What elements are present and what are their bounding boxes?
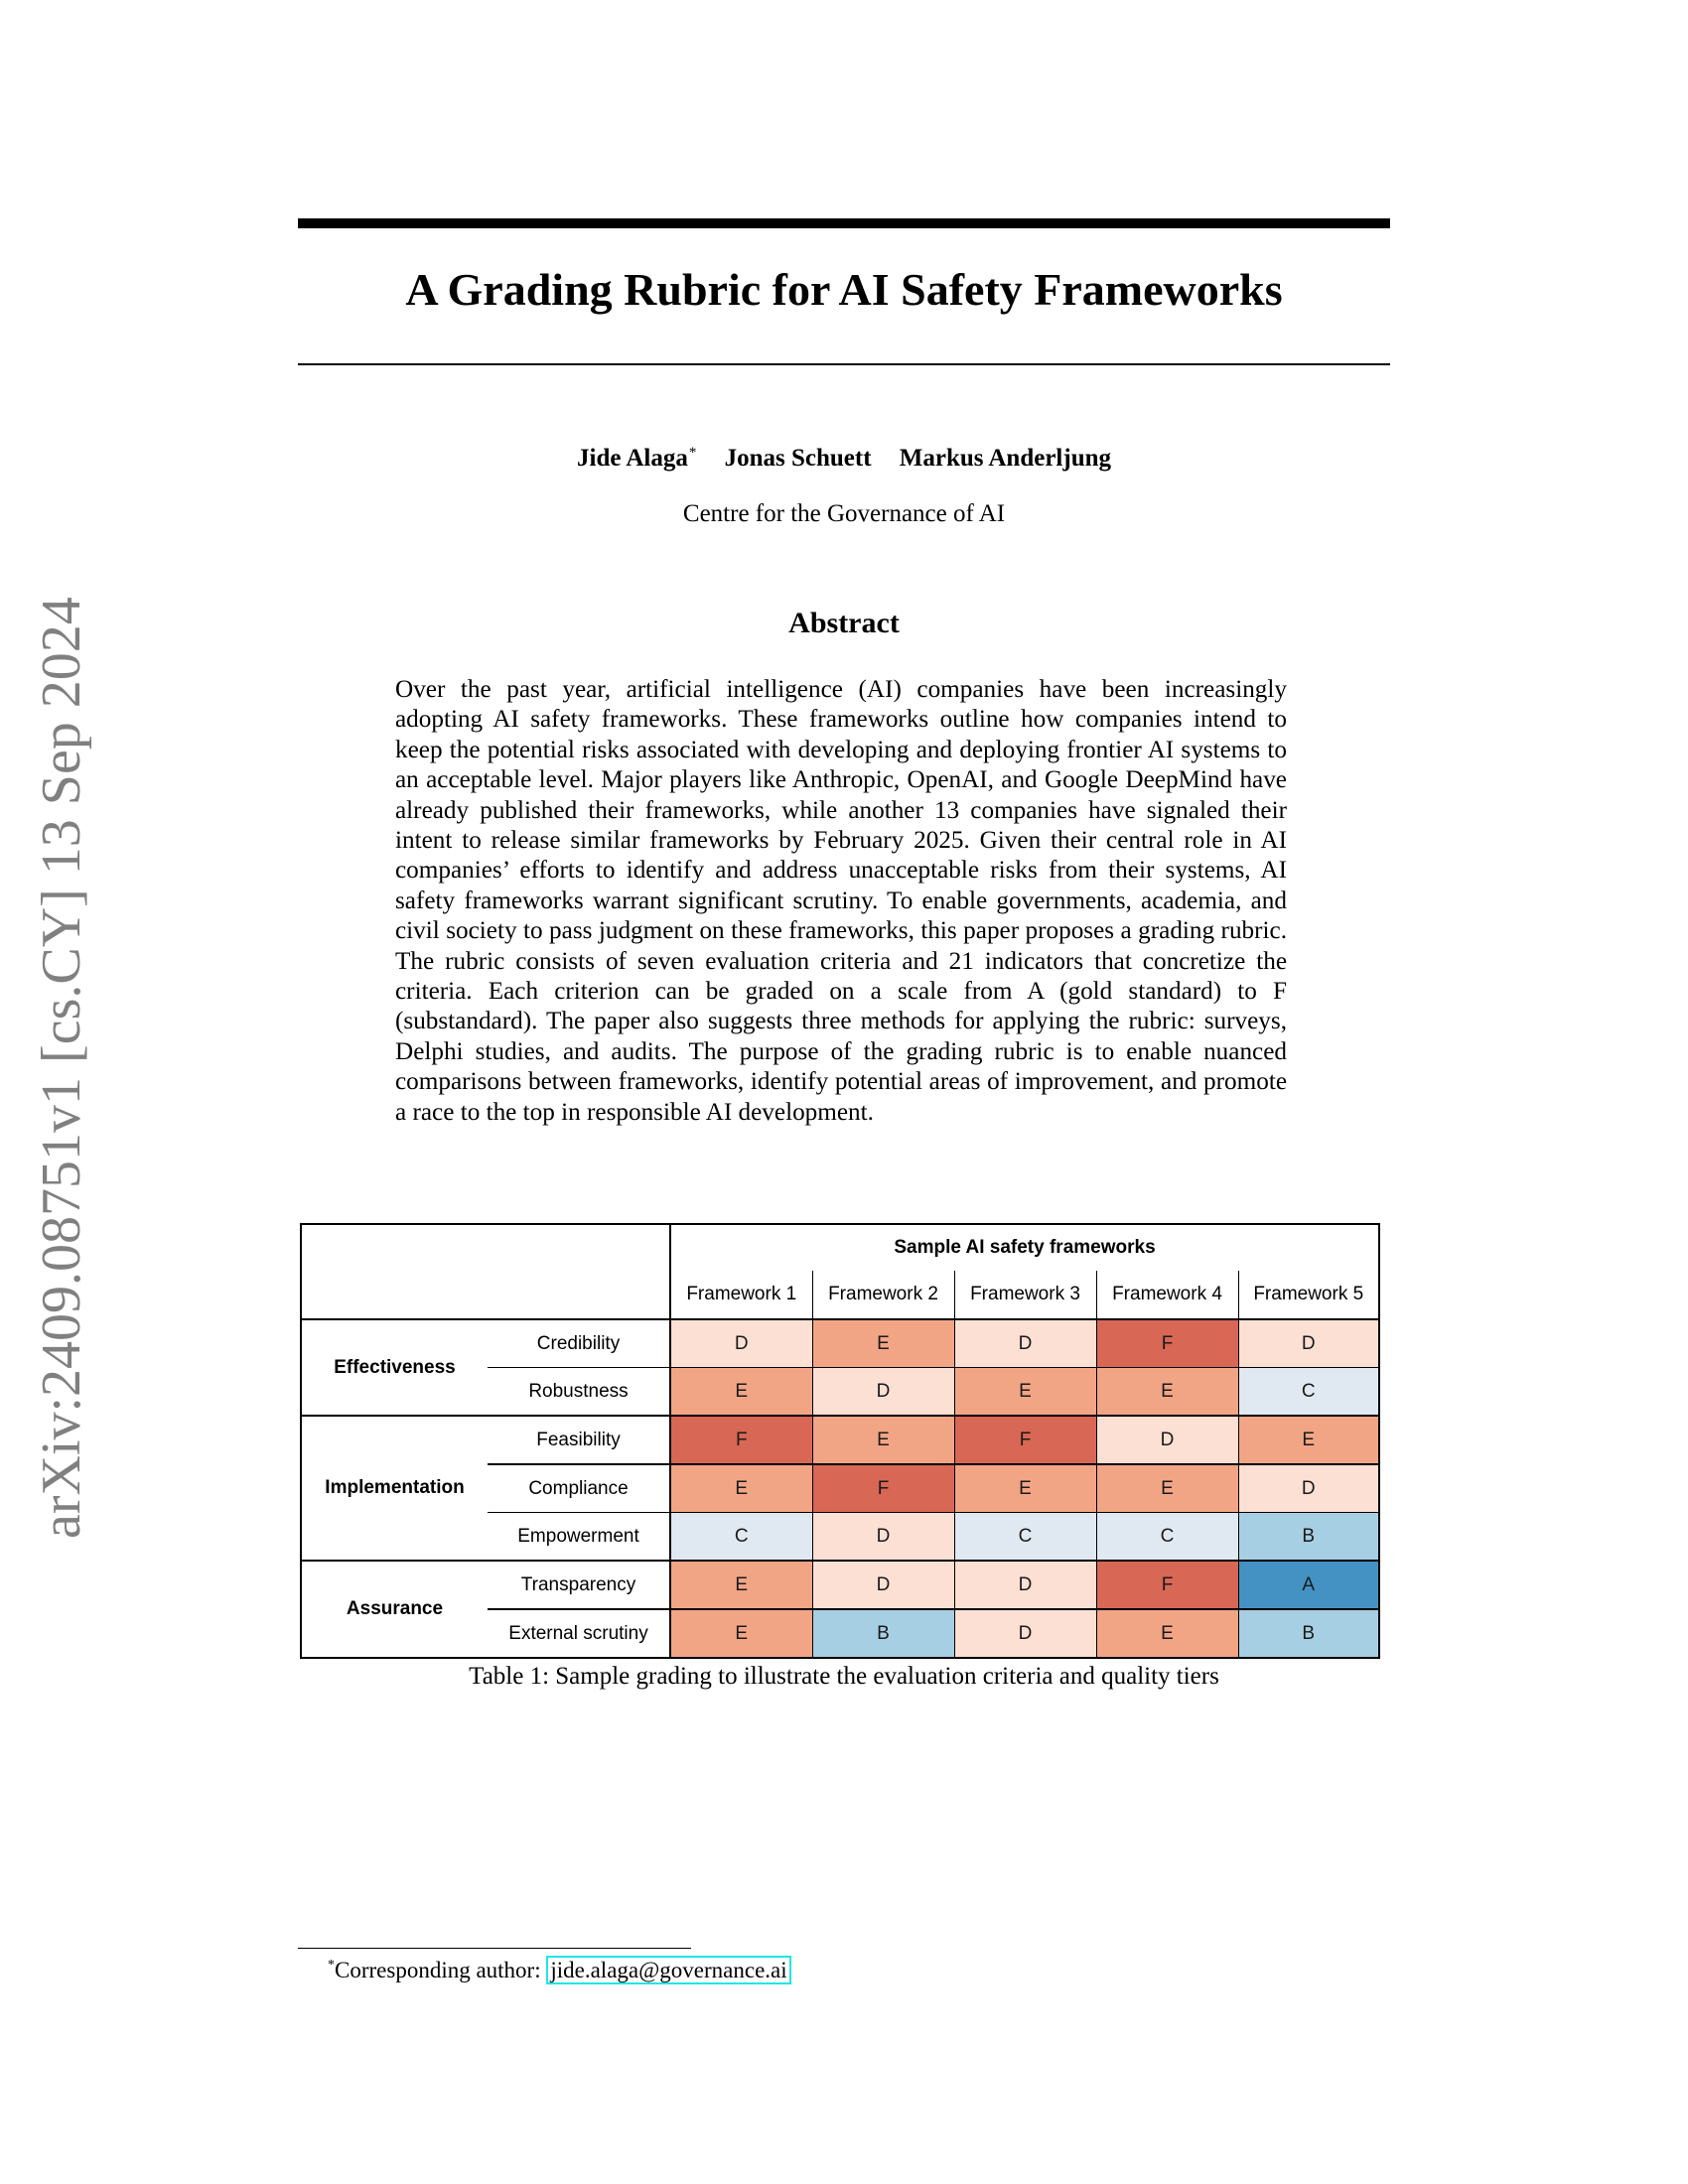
grade-cell: E [670, 1464, 812, 1513]
grade-cell: E [812, 1319, 954, 1368]
grade-cell: A [1238, 1561, 1379, 1609]
grade-cell: E [670, 1368, 812, 1417]
grade-cell: E [1096, 1368, 1238, 1417]
arxiv-identifier-stamp: arXiv:2409.08751v1 [cs.CY] 13 Sep 2024 [31, 597, 92, 1539]
grade-cell: D [1096, 1416, 1238, 1464]
criterion-label: Robustness [488, 1368, 670, 1417]
table-corner-cell [301, 1224, 670, 1319]
grade-cell: E [670, 1609, 812, 1658]
grade-cell: D [954, 1319, 1096, 1368]
criterion-label: Credibility [488, 1319, 670, 1368]
column-header-framework-2: Framework 2 [812, 1271, 954, 1319]
abstract-heading: Abstract [788, 607, 900, 639]
grade-cell: C [1096, 1513, 1238, 1562]
grade-cell: F [1096, 1319, 1238, 1368]
grade-cell: D [670, 1319, 812, 1368]
title-top-rule [298, 218, 1390, 228]
grade-cell: E [954, 1368, 1096, 1417]
criterion-label: External scrutiny [488, 1609, 670, 1658]
grade-cell: D [954, 1609, 1096, 1658]
table-row [301, 1561, 1379, 1609]
grade-cell: B [812, 1609, 954, 1658]
grade-cell: E [670, 1561, 812, 1609]
grade-cell: E [954, 1464, 1096, 1513]
grade-cell: E [1096, 1609, 1238, 1658]
grade-cell: C [670, 1513, 812, 1562]
criterion-label: Transparency [488, 1561, 670, 1609]
corresponding-author-email-link[interactable]: jide.alaga@governance.ai [546, 1956, 790, 1984]
category-effectiveness: Effectiveness [301, 1319, 488, 1416]
grade-cell: D [1238, 1464, 1379, 1513]
column-header-framework-1: Framework 1 [670, 1271, 812, 1319]
criterion-label: Feasibility [488, 1416, 670, 1464]
author-name: Jide Alaga* [577, 445, 697, 472]
grade-cell: F [954, 1416, 1096, 1464]
grade-cell: F [1096, 1561, 1238, 1609]
footnote [328, 1950, 791, 1986]
frameworks-group-header: Sample AI safety frameworks [670, 1224, 1379, 1271]
grade-cell: E [812, 1416, 954, 1464]
affiliation: Centre for the Governance of AI [682, 500, 1006, 527]
grade-cell: C [954, 1513, 1096, 1562]
table-caption: Table 1: Sample grading to illustrate the evaluation criteria and quality tiers [469, 1663, 1219, 1690]
abstract-body: Over the past year, artificial intelligence (AI) companies have been increasingly adopting AI safety frameworks. These frameworks outline how companies intend to keep the potential risks associated with developing and deploying frontier AI systems to an acceptable level. Major players like Anthropic, OpenAI, and Google DeepMind have already published their frameworks, while another 13 companies have signaled their intent to release similar frameworks by February 2025. Given their central role in AI companies’ efforts to identify and address unacceptable risks from their systems, AI safety frameworks warrant significant scrutiny. To enable governments, academia, and civil society to pass judgment on these frameworks, this paper proposes a grading rubric. The rubric consists of seven evaluation criteria and 21 indicators that concretize the criteria. Each criterion can be graded on a scale from A (gold standard) to F (substandard). The paper also suggests three methods for applying the rubric: surveys, Delphi studies, and audits. The purpose of the grading rubric is to enable nuanced comparisons between frameworks, identify potential areas of improvement, and promote a race to the top in responsible AI development. [395, 676, 1287, 1126]
footnote-mark: * [328, 1958, 335, 1973]
grade-cell: F [812, 1464, 954, 1513]
table-row [301, 1416, 1379, 1464]
grading-table-container [300, 1223, 1380, 1659]
grade-cell: B [1238, 1513, 1379, 1562]
grade-cell: B [1238, 1609, 1379, 1658]
category-assurance: Assurance [301, 1561, 488, 1658]
table-header-group-row [301, 1224, 1379, 1271]
criterion-label: Empowerment [488, 1513, 670, 1562]
column-header-framework-5: Framework 5 [1238, 1271, 1379, 1319]
grade-cell: F [670, 1416, 812, 1464]
grade-cell: E [1238, 1416, 1379, 1464]
grade-cell: D [954, 1561, 1096, 1609]
author-name: Markus Anderljung [899, 445, 1111, 472]
title-bottom-rule [298, 363, 1390, 365]
grading-table [300, 1223, 1380, 1659]
grade-cell: E [1096, 1464, 1238, 1513]
footnote-label: Corresponding author: [335, 1958, 547, 1982]
paper-title: A Grading Rubric for AI Safety Frameworks [405, 264, 1283, 315]
table-row [301, 1319, 1379, 1368]
footnote-mark[interactable]: * [688, 445, 697, 461]
column-header-framework-4: Framework 4 [1096, 1271, 1238, 1319]
category-implementation: Implementation [301, 1416, 488, 1561]
author-name: Jonas Schuett [724, 445, 872, 472]
footnote-rule [298, 1948, 691, 1949]
criterion-label: Compliance [488, 1464, 670, 1513]
grade-cell: D [1238, 1319, 1379, 1368]
grade-cell: D [812, 1368, 954, 1417]
grade-cell: D [812, 1561, 954, 1609]
grade-cell: C [1238, 1368, 1379, 1417]
author-list [298, 435, 1390, 477]
column-header-framework-3: Framework 3 [954, 1271, 1096, 1319]
grade-cell: D [812, 1513, 954, 1562]
